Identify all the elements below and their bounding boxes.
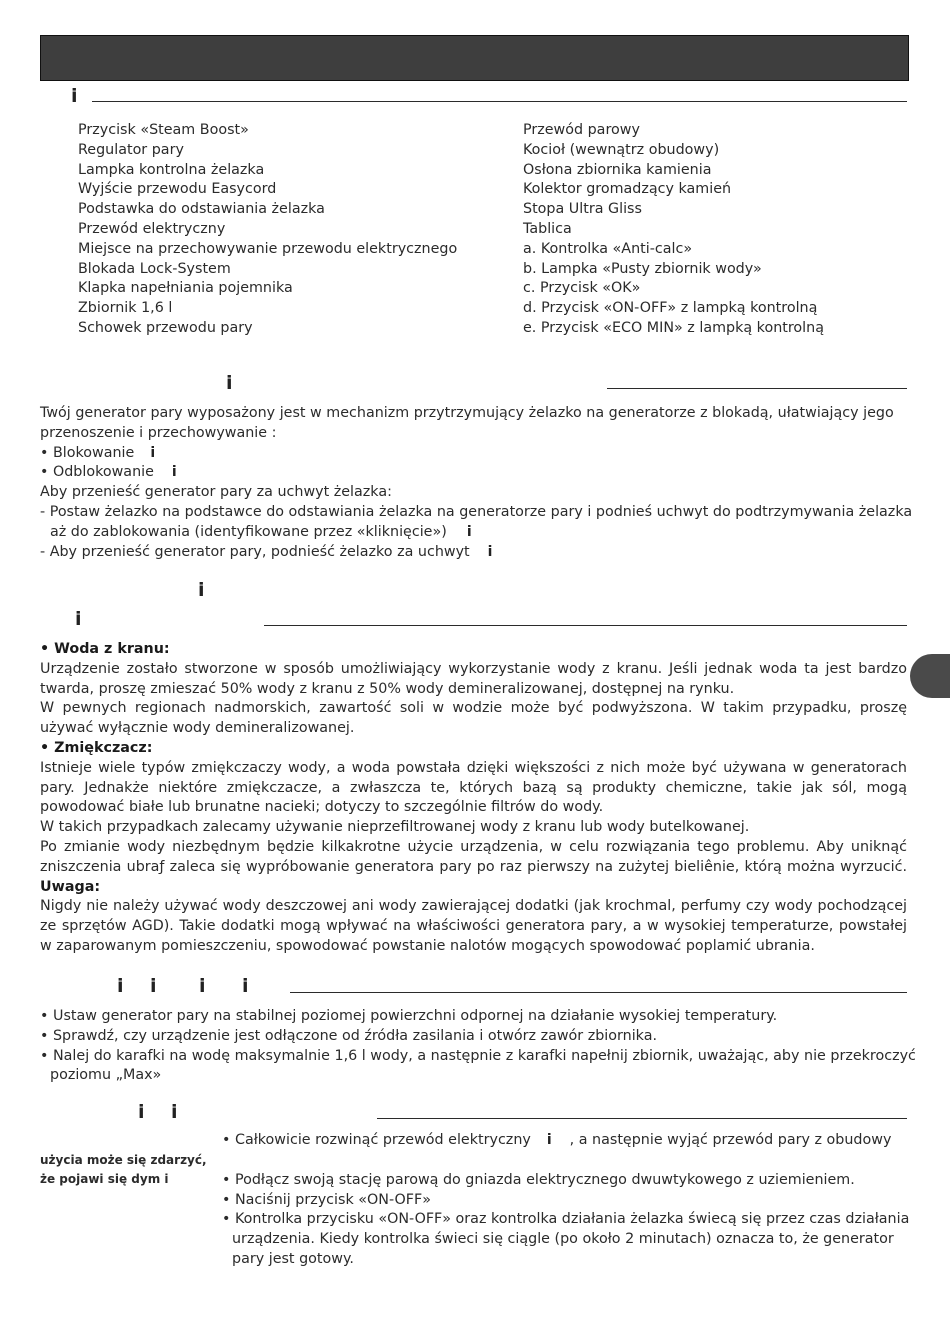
list-item: Klapka napełniania pojemnika [78,280,293,297]
list-item: Przewód elektryczny [78,220,226,237]
list-item: Lampka kontrolna żelazka [78,161,265,178]
paragraph-line: aż do zablokowania (identyfikowane przez «kliknięcie») i [50,523,472,540]
section-glyph: i [75,608,82,630]
paragraph-line: Nigdy nie należy używać wody deszczowej ani wody zawierającej dodatki (jak krochmal, perfumy czy wody pochodzącej [40,898,907,915]
paragraph-line: Urządzenie zostało stworzone w sposób umożliwiający wykorzystanie wody z kranu. Jeśli jednak woda ta jest bardzo [40,660,907,677]
spacer [222,1151,909,1171]
list-item: • Sprawdź, czy urządzenie jest odłączone od źródła zasilania i otwórz zawór zbiornika. [40,1027,658,1044]
list-item: • Naciśnij przycisk «ON-OFF» [222,1191,431,1208]
list-item: Miejsce na przechowywanie przewodu elektrycznego [78,240,458,257]
paragraph-line: w zaparowanym pomieszczeniu, spowodować powstanie nalotów mogących spowodować poplamić ubrania. [40,937,815,954]
list-item: Blokada Lock-System [78,260,231,277]
fill-section [40,1007,916,1086]
section-rule [264,625,907,626]
section-rule [290,992,907,993]
paragraph-line: zniszczenia ubraƒ zaleca się wypróbowanie generatora pary po raz pierwszy na zużytej bieliênie, którą można wyrzucić. [40,858,907,875]
section-glyph: i [198,579,205,601]
list-item: Przewód parowy [523,122,640,138]
list-item: Tablica [523,220,572,237]
list-item: Zbiornik 1,6 l [78,300,173,317]
paragraph-line: używać wyłącznie wody demineralizowanej. [40,720,355,737]
paragraph-line: Istnieje wiele typów zmiękczaczy wody, a woda powstała dzięki większości z nich może być używana w generatorach [40,759,907,776]
list-item: c. Przycisk «OK» [523,280,641,297]
section-glyph: i [171,1101,178,1123]
list-item: • Podłącz swoją stację parową do gniazda elektrycznego dwuwtykowego z uziemieniem. [222,1171,855,1188]
paragraph-line: ze sprzętów AGD). Takie dodatki mogą wpływać na właściwości generatora pary, a w wysokiej temperaturze, powstałej [40,918,907,935]
parts-list-right [523,121,824,339]
list-item: pary jest gotowy. [232,1250,354,1267]
list-item: Podstawka do odstawiania żelazka [78,201,325,218]
subheading: • Woda z kranu: [40,641,170,657]
parts-list-left [78,121,457,339]
list-item: Kocioł (wewnątrz obudowy) [523,141,720,158]
paragraph-line: twarda, proszę zmieszać 50% wody z kranu z 50% wody demineralizowanej, dostępnej na rynku. [40,680,735,697]
figure-ref-glyph: i [546,1132,552,1148]
unlock-item: • Odblokowanie i [40,464,177,481]
paragraph-line: W takich przypadkach zalecamy używanie nieprzefiltrowanej wody z kranu lub wody butelkowanej. [40,819,750,836]
list-item: Wyjście przewodu Easycord [78,181,277,198]
list-item: Osłona zbiornika kamienia [523,161,712,178]
section-glyph: i [242,975,249,997]
side-note: użycia może się zdarzyć, że pojawi się dym i [40,1153,207,1186]
paragraph-line: Po zmianie wody niezbędnym będzie kilkakrotne użycie urządzenia, w celu rozwiązania tego problemu. Aby uniknąć [40,838,907,855]
list-item: Stopa Ultra Gliss [523,201,642,218]
section-glyph: i [199,975,206,997]
list-item: • Ustaw generator pary na stabilnej poziomej powierzchni odpornej na działanie wysokiej temperatury. [40,1008,778,1024]
section-rule [377,1118,907,1119]
list-item: Przycisk «Steam Boost» [78,122,249,138]
figure-ref-glyph: i [150,444,156,461]
figure-ref-glyph: i [466,523,472,540]
section-glyph: i [226,372,233,394]
paragraph-line: przenoszenie i przechowywanie : [40,424,277,441]
section-glyph: i [71,85,78,107]
list-item: d. Przycisk «ON-OFF» z lampką kontrolną [523,300,818,317]
paragraph-line: pary. Jednakże niektóre zmiękczacze, a zwłaszcza te, których bazą są produkty chemiczne, takie jak sól, mogą [40,779,907,796]
list-item: • Całkowicie rozwinąć przewód elektryczny i , a następnie wyjąć przewód pary z obudowy [222,1132,892,1148]
list-item: a. Kontrolka «Anti-calc» [523,240,693,257]
paragraph-line: W pewnych regionach nadmorskich, zawartość soli w wodzie może być podwyższona. W takim przypadku, proszę [40,700,907,717]
lock-item: • Blokowanie i [40,444,156,461]
section-glyph: i [117,975,124,997]
paragraph-line: Aby przenieść generator pary za uchwyt żelazka: [40,484,392,501]
section-glyph: i [138,1101,145,1123]
list-item: • Kontrolka przycisku «ON-OFF» oraz kontrolka działania żelazka świecą się przez czas działania [222,1211,910,1228]
figure-ref-glyph: i [171,464,177,481]
list-item: b. Lampka «Pusty zbiornik wody» [523,260,762,277]
section-rule [92,101,907,102]
start-section [222,1131,909,1270]
page-edge-tab [910,654,950,698]
list-item: e. Przycisk «ECO MIN» z lampką kontrolną [523,319,824,336]
list-item: urządzenia. Kiedy kontrolka świeci się ciągle (po około 2 minutach) oznacza to, że generator [232,1231,894,1248]
section-rule [607,388,907,389]
paragraph-line: - Postaw żelazko na podstawce do odstawiania żelazka na generatorze pary i podnieś uchwyt do podtrzymywania żelazka [40,503,913,520]
paragraph-line: powodować białe lub brunatne nacieki; dotyczy to szczególnie filtrów do wody. [40,799,604,816]
subheading: Uwaga: [40,878,101,895]
list-item: • Nalej do karafki na wodę maksymalnie 1,6 l wody, a następnie z karafki napełnij zbiornik, uważając, aby nie przekroczyć [40,1047,916,1064]
list-item: Kolektor gromadzący kamień [523,181,732,198]
header-bar [40,35,909,81]
paragraph-line: Twój generator pary wyposażony jest w mechanizm przytrzymujący żelazko na generatorze z blokadą, ułatwiający jego [40,405,894,421]
list-item: poziomu „Max» [50,1067,162,1084]
water-section [40,640,907,957]
section-glyph: i [150,975,157,997]
subheading: • Zmiękczacz: [40,739,153,756]
paragraph-line: - Aby przenieść generator pary, podnieść żelazko za uchwyt i [40,543,493,560]
list-item: Schowek przewodu pary [78,319,253,336]
lock-section [40,404,913,562]
figure-ref-glyph: i [487,543,493,560]
list-item: Regulator pary [78,141,184,158]
